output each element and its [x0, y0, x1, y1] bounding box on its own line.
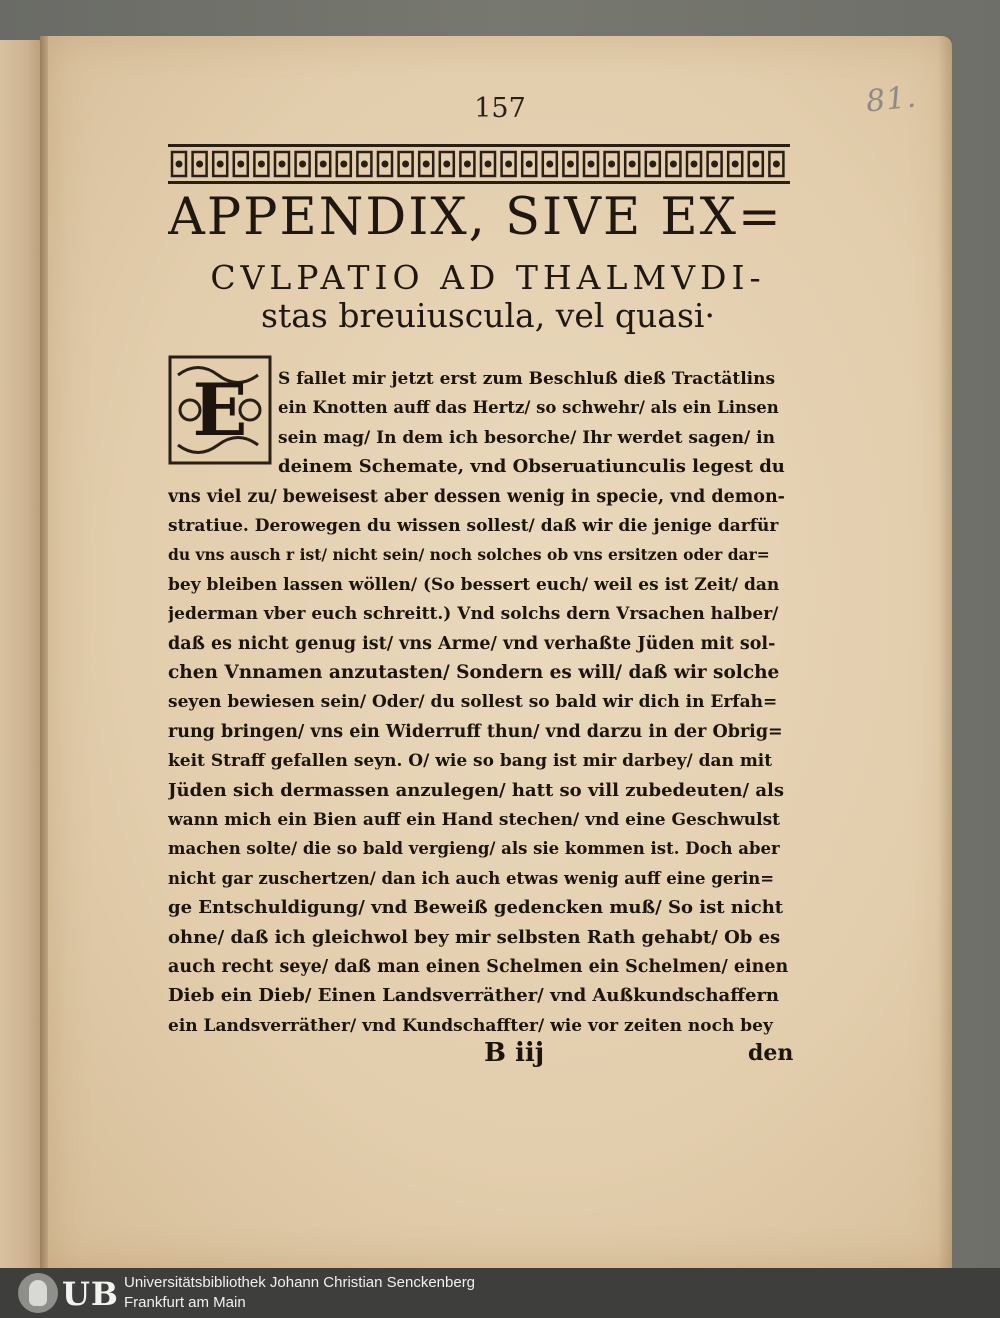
text-line: ge Entschuldigung/ vnd Beweiß gedencken muß/ So ist nicht [168, 897, 784, 919]
text-line: ein Landsverräther/ vnd Kundschaffter/ wie vor zeiten noch bey [168, 1015, 773, 1036]
text-line: keit Straff gefallen seyn. O/ wie so bang ist mir darbey/ dan mit [168, 751, 773, 772]
text-line: bey bleiben lassen wöllen/ (So bessert euch/ weil es ist Zeit/ dan [168, 574, 780, 595]
text-line: stratiue. Derowegen du wissen sollest/ daß wir die jenige darfür [168, 516, 779, 536]
text-line: wann mich ein Bien auff ein Hand stechen/ vnd eine Geschwulst [168, 810, 781, 830]
text-line: seyen bewiesen sein/ Oder/ du sollest so bald wir dich in Erfah= [168, 692, 778, 713]
institution-city: Frankfurt am Main [124, 1294, 246, 1311]
text-line: chen Vnnamen anzutasten/ Sondern es will/ daß wir solche [168, 662, 780, 683]
institution-name: Universitätsbibliothek Johann Christian Senckenberg [124, 1274, 476, 1291]
text-line: ein Knotten auff das Hertz/ so schwehr/ als ein Linsen [278, 398, 779, 418]
text-line: Jüden sich dermassen anzulegen/ hatt so vill zubedeuten/ als [168, 779, 784, 801]
text-line: ohne/ daß ich gleichwol bey mir selbsten Rath gehabt/ Ob es [168, 926, 781, 948]
initial-letter: E [192, 367, 248, 452]
text-line: du vns ausch r ist/ nicht sein/ noch solches ob vns ersitzen oder dar= [168, 545, 770, 565]
signature-mark: B iij [484, 1038, 545, 1068]
text-line: auch recht seye/ daß man einen Schelmen ein Schelmen/ einen [168, 957, 788, 977]
text-line: S fallet mir jetzt erst zum Beschluß dieß Tractätlins [278, 369, 776, 389]
footer-bar [0, 1268, 1000, 1318]
text-line: rung bringen/ vns ein Widerruff thun/ vnd darzu in der Obrig= [168, 721, 783, 742]
text-line: nicht gar zuschertzen/ dan ich auch etwas wenig auff eine gerin= [168, 868, 775, 888]
ub-logo-text: UB [62, 1275, 119, 1313]
text-line: jederman vber euch schreitt.) Vnd solchs dern Vrsachen halber/ [168, 604, 779, 625]
text-line: machen solte/ die so bald vergieng/ als sie kommen ist. Doch aber [168, 839, 780, 859]
archive-pencil-mark: 81. [864, 79, 919, 120]
text-line: Dieb ein Dieb/ Einen Landsverräther/ vnd Außkundschaffern [168, 985, 780, 1007]
senckenberg-portrait-icon [18, 1273, 58, 1313]
title-line-2: CVLPATIO AD THALMVDI- [210, 258, 766, 297]
previous-page-edge [0, 40, 44, 1268]
text-line: deinem Schemate, vnd Obseruatiunculis legest du [278, 456, 785, 478]
ornament-band [168, 144, 790, 184]
text-line: daß es nicht genug ist/ vns Arme/ vnd verhaßte Jüden mit sol- [168, 633, 776, 654]
text-line: vns viel zu/ beweisest aber dessen wenig in specie, vnd demon- [168, 486, 785, 507]
decorated-initial [168, 355, 272, 465]
page-number: 157 [474, 93, 526, 124]
title-line-1: APPENDIX, SIVE EX= [168, 188, 783, 247]
ub-logo[interactable] [18, 1273, 119, 1313]
title-line-3: stas breuiuscula, vel quasi· [261, 296, 715, 335]
catchword: den [748, 1040, 794, 1066]
text-line: sein mag/ In dem ich besorche/ Ihr werdet sagen/ in [278, 427, 775, 448]
